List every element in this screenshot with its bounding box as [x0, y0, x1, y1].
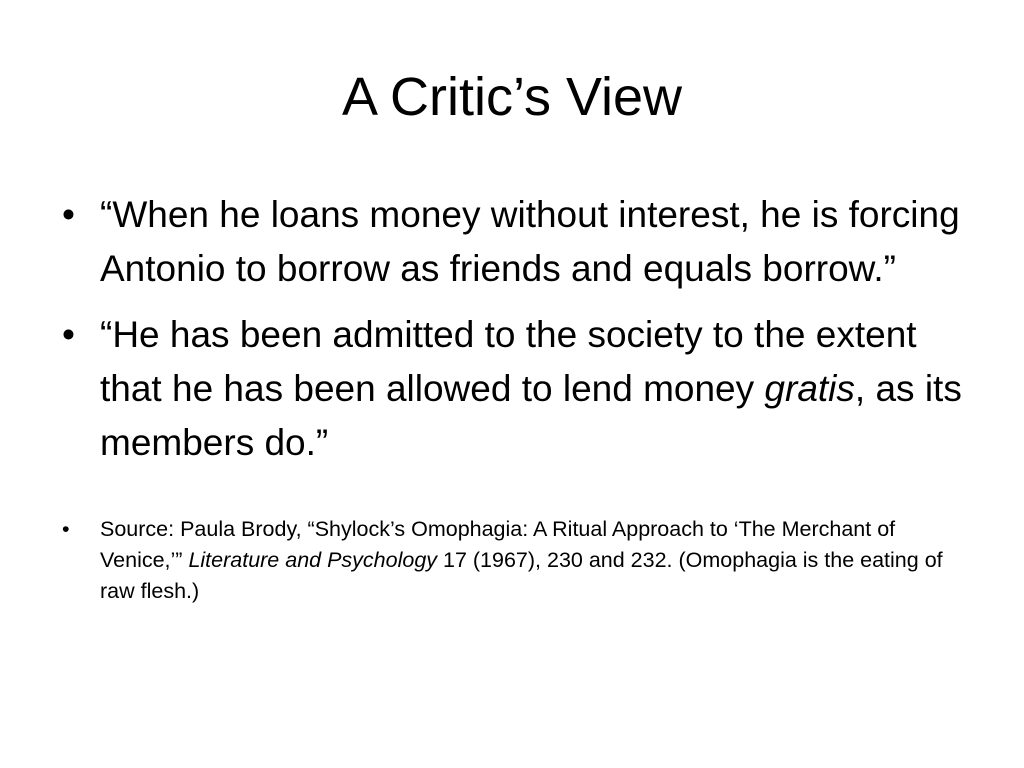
quote-2-text-end: , as its members do.” — [100, 368, 962, 463]
quote-1-text: “When he loans money without interest, he is forcing Antonio to borrow as friends and equals borrow.” — [100, 194, 960, 289]
source-text — [100, 517, 943, 603]
bullet-icon: • — [62, 194, 75, 235]
source-journal-title: Literature and Psychology — [188, 548, 438, 572]
bullet-list — [62, 188, 982, 607]
source-text-start: Source: Paula Brody, “Shylock’s Omophagia: A Ritual Approach to ‘The Merchant of Venice,’” — [100, 517, 896, 572]
bullet-icon: • — [62, 314, 75, 355]
source-bullet — [62, 514, 982, 607]
quote-2-text-start: “He has been admitted to the society to the extent that he has been allowed to lend money — [100, 314, 917, 409]
slide-title: A Critic’s View — [341, 67, 683, 127]
quote-bullet-2 — [62, 308, 982, 470]
quote-2-italic-word: gratis — [764, 368, 855, 409]
source-text-end: 17 (1967), 230 and 232. (Omophagia is the eating of raw flesh.) — [100, 548, 943, 603]
quote-2-text — [100, 314, 962, 463]
quote-bullet-1 — [62, 188, 982, 296]
bullet-icon: • — [62, 517, 70, 541]
